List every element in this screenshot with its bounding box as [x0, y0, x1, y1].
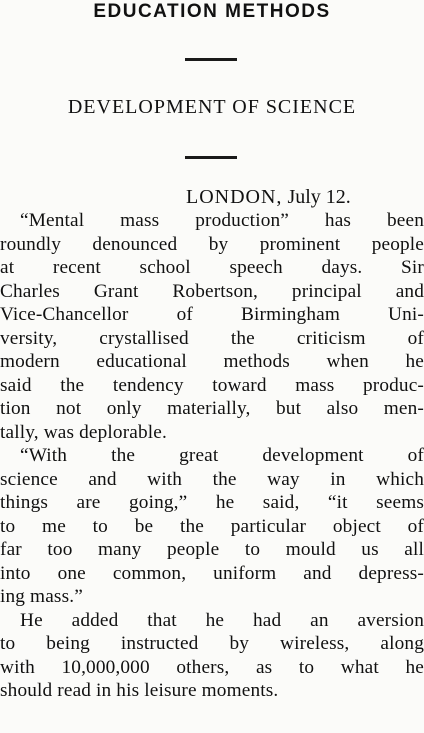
text-line: He added that he had an aversion	[20, 609, 424, 631]
text-line: to being instructed by wireless, along	[0, 633, 424, 654]
text-line: “Mental mass production” has been	[20, 210, 424, 231]
paragraph-3	[0, 609, 424, 703]
dateline-city: LONDON,	[186, 186, 283, 208]
subheadline-rule	[185, 156, 237, 159]
text-line: far too many people to mould us all	[0, 539, 424, 560]
text-line: at recent school speech days. Sir	[0, 257, 424, 278]
text-line: “With the great development of	[20, 445, 424, 466]
text-line: Charles Grant Robertson, principal and	[0, 280, 424, 302]
dateline-date: July 12.	[287, 186, 351, 208]
text-line: Vice-Chancellor of Birmingham Uni-	[0, 304, 424, 325]
paragraph-1	[0, 209, 424, 444]
text-line: should read in his leisure moments.	[0, 680, 279, 701]
text-line: roundly denounced by prominent people	[0, 233, 424, 255]
text-line: tally, was deplorable.	[0, 421, 167, 443]
text-line: to me to be the particular object of	[0, 515, 424, 537]
subheadline: DEVELOPMENT OF SCIENCE	[67, 96, 357, 118]
text-line: into one common, uniform and depress-	[0, 562, 424, 584]
paragraph-2	[0, 444, 424, 609]
text-line: versity, crystallised the criticism of	[0, 327, 424, 349]
text-line: things are going,” he said, “it seems	[0, 492, 424, 513]
text-line: modern educational methods when he	[0, 351, 424, 372]
article-body	[0, 209, 424, 703]
text-line: science and with the way in which	[0, 468, 424, 490]
text-line: tion not only materially, but also men-	[0, 398, 424, 419]
text-line: with 10,000,000 others, as to what he	[0, 656, 424, 678]
headline: EDUCATION METHODS	[93, 1, 331, 22]
headline-rule	[185, 58, 237, 61]
text-line: ing mass.”	[0, 586, 83, 607]
text-line: said the tendency toward mass produc-	[0, 374, 424, 396]
dateline	[186, 184, 351, 210]
